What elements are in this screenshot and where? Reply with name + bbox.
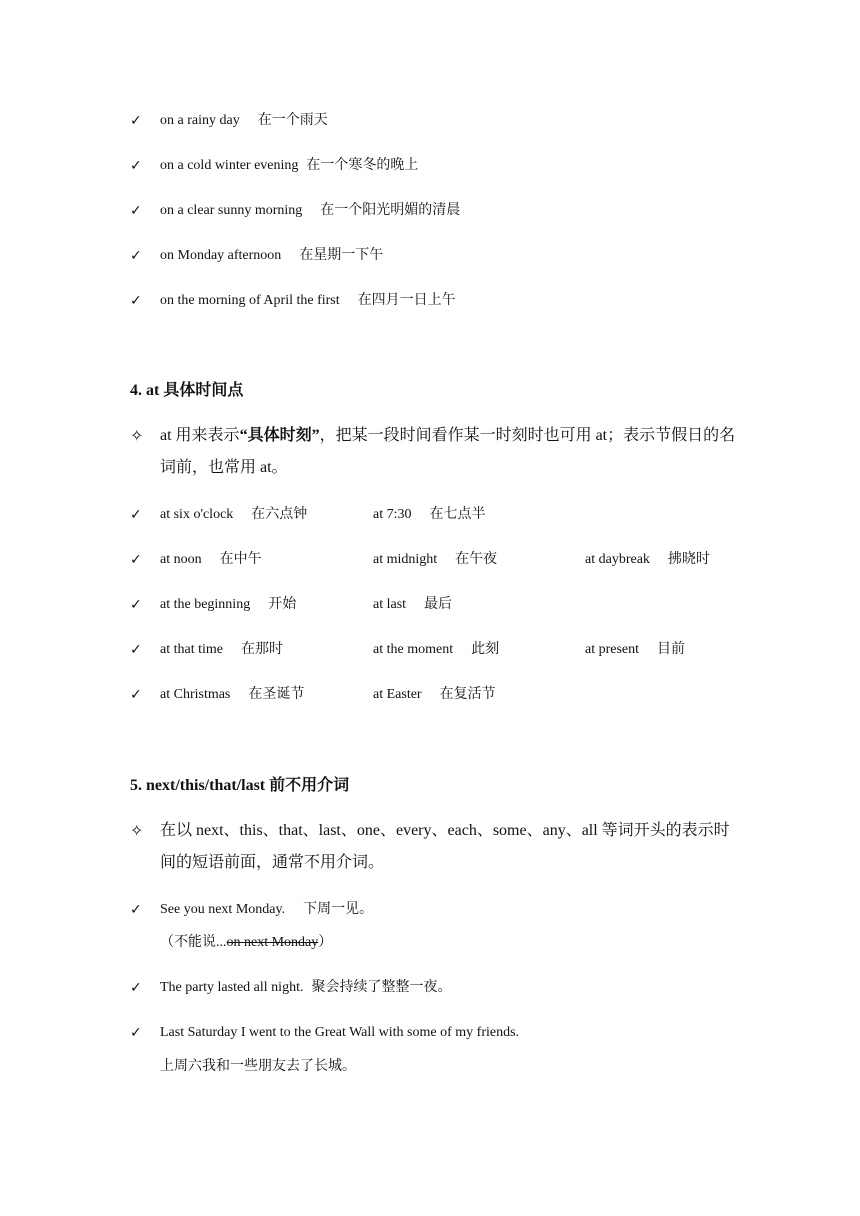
phrase-en: on the morning of April the first xyxy=(160,293,340,308)
check-icon: ✓ xyxy=(130,597,142,613)
section-heading: 4. at 具体时间点 xyxy=(130,382,244,399)
phrase-en: on a cold winter evening xyxy=(160,158,299,173)
phrase-zh: 在四月一日上午 xyxy=(357,293,456,308)
check-icon: ✓ xyxy=(130,687,142,703)
check-icon: ✓ xyxy=(130,902,142,918)
check-icon: ✓ xyxy=(130,507,142,523)
phrase-zh: 在一个雨天 xyxy=(257,113,328,128)
note-line: （不能说...on next Monday） xyxy=(160,935,333,950)
phrase-zh: 在星期一下午 xyxy=(299,248,384,263)
check-icon: ✓ xyxy=(130,1025,142,1041)
check-icon: ✓ xyxy=(130,203,142,219)
phrase-en: on a rainy day xyxy=(160,113,240,128)
document-page: ✓ on a rainy day 在一个雨天 ✓ on a cold winter evening 在一个寒冬的晚上 ✓ on a clear sunny morning 在一个阳光明媚的清晨 ✓ on Monday afternoon 在星期一下午 ✓ on the morning of April the first 在四月一日上午 4. at 具体时间点 ✧ at 用来表示“具体时刻”，把某一段时间看作某一时刻时也可用 at；表示节假日的名词前，也常用 at。 ✓ at six o'clock 在六点钟 at 7:30 在七点半 ✓ at noon 在中午 at midnight 在午夜 at daybreak 拂晓时 ✓ at the beginning 开始 at last 最后 ✓ at that time 在那时 at the moment 此刻 at present 目前 ✓ at Christmas 在圣诞节 at Easter 在复活节 5. next/this/that/last 前不用介词 ✧ 在以 next、this、that、last、one、every、each、some、any、all 等词开头的表示时间的短语前面，通常不用介词。 ✓ See you next Monday. 下周一见。 （不能说...on next Monday） ✓ The party lasted all night. 聚会持续了整整一夜。 ✓ Last Saturday I went to the Great Wall with some of my friends. 上周六我和一些朋友去了长城。 xyxy=(130,113,736,1074)
diamond-bullet-icon: ✧ xyxy=(130,426,144,445)
bold-term: “具体时刻” xyxy=(239,427,320,444)
check-icon: ✓ xyxy=(130,980,142,996)
check-icon: ✓ xyxy=(130,293,142,309)
check-icon: ✓ xyxy=(130,158,142,174)
diamond-bullet-icon: ✧ xyxy=(130,821,144,840)
check-icon: ✓ xyxy=(130,552,142,568)
check-icon: ✓ xyxy=(130,248,142,264)
phrase-zh: 在一个寒冬的晚上 xyxy=(306,158,419,173)
check-icon: ✓ xyxy=(130,113,142,129)
translation-line: 上周六我和一些朋友去了长城。 xyxy=(160,1059,356,1074)
phrase-en: on a clear sunny morning xyxy=(160,203,303,218)
section-heading: 5. next/this/that/last 前不用介词 xyxy=(130,777,350,794)
phrase-en: on Monday afternoon xyxy=(160,248,282,263)
phrase-zh: 在一个阳光明媚的清晨 xyxy=(320,203,461,218)
struck-phrase: on next Monday xyxy=(226,935,319,950)
check-icon: ✓ xyxy=(130,642,142,658)
